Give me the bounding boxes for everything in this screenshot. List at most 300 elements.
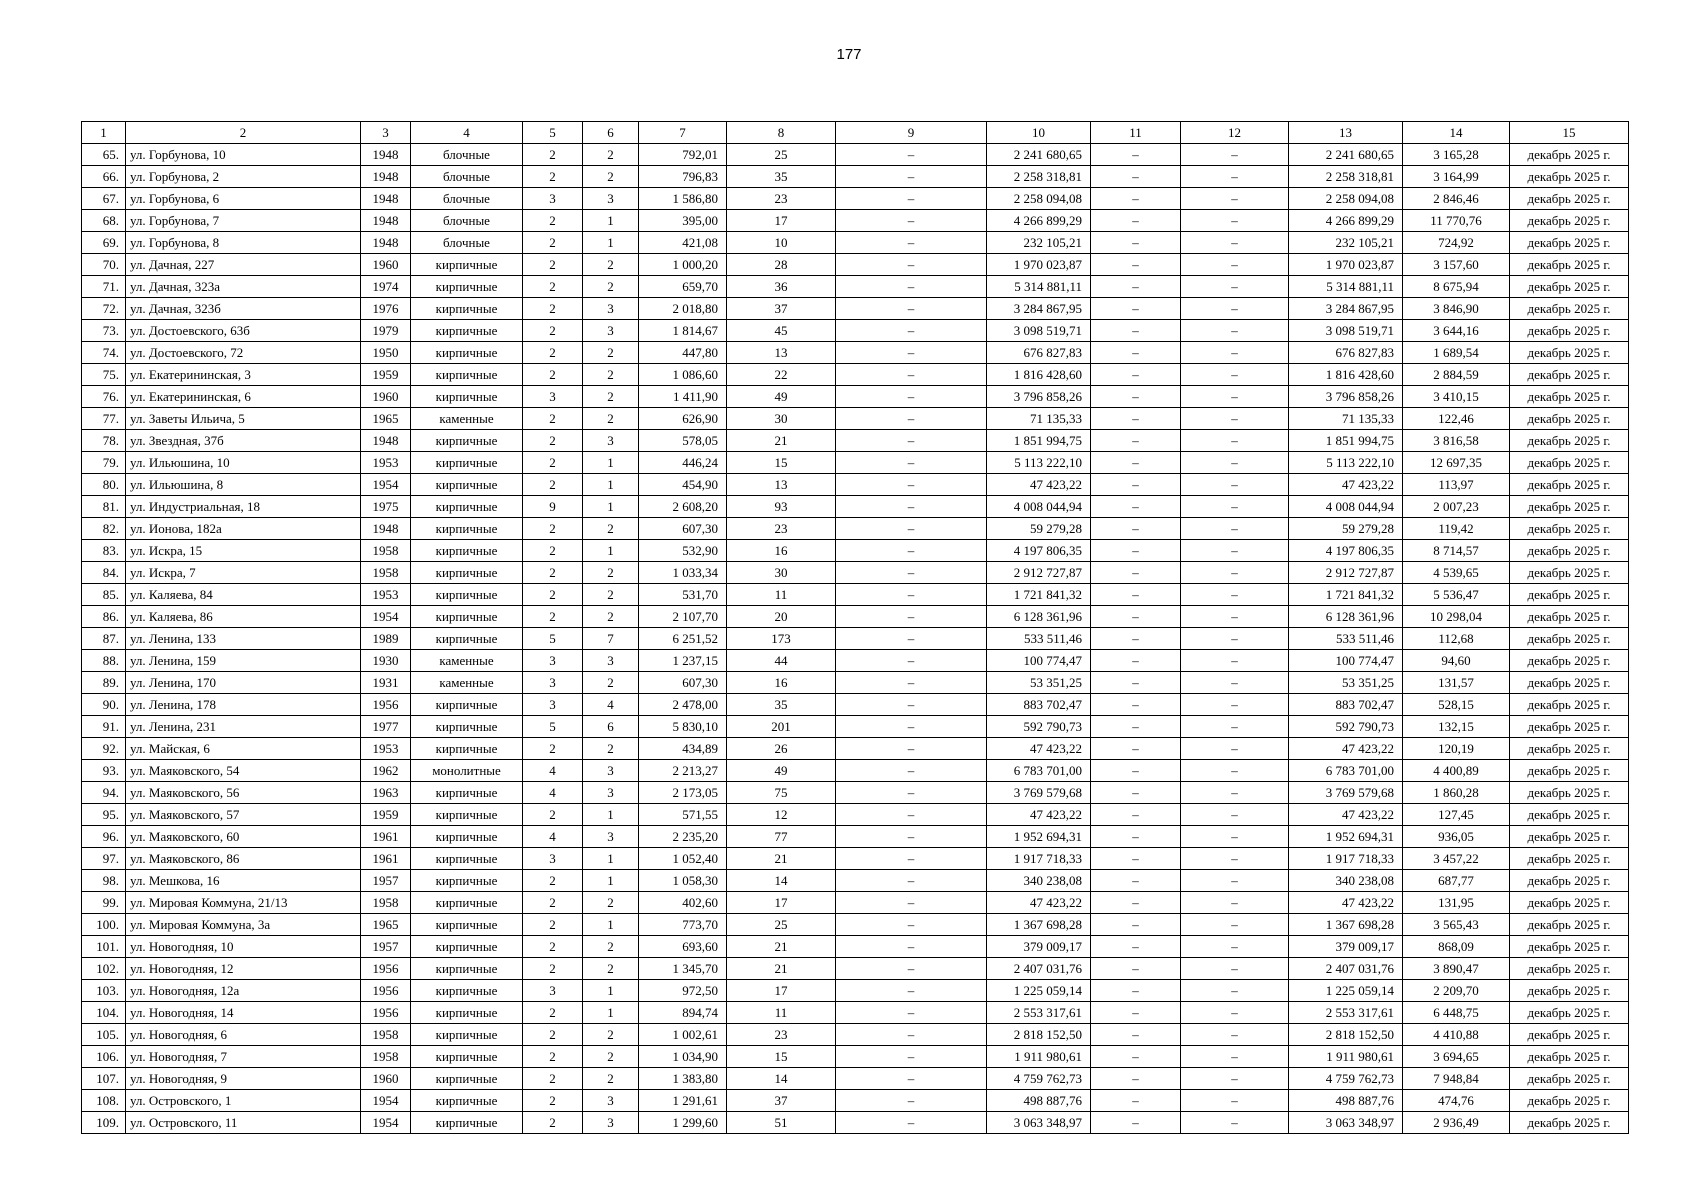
cell-12: – (1181, 738, 1289, 760)
completion-date: декабрь 2025 г. (1510, 980, 1629, 1002)
row-number: 103. (82, 980, 126, 1002)
entrances: 3 (583, 430, 639, 452)
cell-11: – (1091, 672, 1181, 694)
address: ул. Дачная, 323а (126, 276, 361, 298)
cell-12: – (1181, 914, 1289, 936)
address: ул. Маяковского, 60 (126, 826, 361, 848)
area: 1 586,80 (639, 188, 727, 210)
table-row (82, 936, 1629, 958)
table-row (82, 518, 1629, 540)
completion-date: декабрь 2025 г. (1510, 1046, 1629, 1068)
completion-date: декабрь 2025 г. (1510, 1002, 1629, 1024)
total-cost: 3 769 579,68 (987, 782, 1091, 804)
address: ул. Новогодняя, 9 (126, 1068, 361, 1090)
table-row (82, 474, 1629, 496)
cost-col-13: 883 702,47 (1289, 694, 1403, 716)
area: 6 251,52 (639, 628, 727, 650)
year-built: 1953 (361, 452, 411, 474)
year-built: 1948 (361, 430, 411, 452)
cell-9: – (836, 342, 987, 364)
total-cost: 232 105,21 (987, 232, 1091, 254)
cell-11: – (1091, 496, 1181, 518)
cost-per-unit: 724,92 (1403, 232, 1510, 254)
completion-date: декабрь 2025 г. (1510, 1068, 1629, 1090)
residents: 37 (727, 1090, 836, 1112)
row-number: 80. (82, 474, 126, 496)
wall-material: кирпичные (411, 606, 523, 628)
table-row (82, 496, 1629, 518)
row-number: 70. (82, 254, 126, 276)
cost-per-unit: 12 697,35 (1403, 452, 1510, 474)
entrances: 2 (583, 958, 639, 980)
year-built: 1948 (361, 166, 411, 188)
address: ул. Островского, 1 (126, 1090, 361, 1112)
cost-col-13: 340 238,08 (1289, 870, 1403, 892)
completion-date: декабрь 2025 г. (1510, 760, 1629, 782)
year-built: 1948 (361, 232, 411, 254)
wall-material: блочные (411, 188, 523, 210)
cell-9: – (836, 980, 987, 1002)
area: 434,89 (639, 738, 727, 760)
area: 693,60 (639, 936, 727, 958)
row-number: 88. (82, 650, 126, 672)
cell-12: – (1181, 870, 1289, 892)
cost-per-unit: 3 565,43 (1403, 914, 1510, 936)
completion-date: декабрь 2025 г. (1510, 474, 1629, 496)
cost-per-unit: 4 539,65 (1403, 562, 1510, 584)
entrances: 1 (583, 804, 639, 826)
residents: 11 (727, 584, 836, 606)
column-number-15: 15 (1510, 122, 1629, 144)
cell-12: – (1181, 672, 1289, 694)
cell-12: – (1181, 386, 1289, 408)
total-cost: 340 238,08 (987, 870, 1091, 892)
cell-9: – (836, 782, 987, 804)
cost-col-13: 71 135,33 (1289, 408, 1403, 430)
residents: 30 (727, 408, 836, 430)
address: ул. Майская, 6 (126, 738, 361, 760)
cost-col-13: 47 423,22 (1289, 474, 1403, 496)
column-number-12: 12 (1181, 122, 1289, 144)
wall-material: блочные (411, 210, 523, 232)
table-row (82, 650, 1629, 672)
row-number: 73. (82, 320, 126, 342)
cell-9: – (836, 562, 987, 584)
wall-material: каменные (411, 650, 523, 672)
table-row (82, 1002, 1629, 1024)
total-cost: 1 367 698,28 (987, 914, 1091, 936)
wall-material: кирпичные (411, 958, 523, 980)
residents: 14 (727, 870, 836, 892)
entrances: 1 (583, 980, 639, 1002)
area: 2 018,80 (639, 298, 727, 320)
row-number: 107. (82, 1068, 126, 1090)
floors: 4 (523, 760, 583, 782)
cell-9: – (836, 386, 987, 408)
total-cost: 4 266 899,29 (987, 210, 1091, 232)
wall-material: кирпичные (411, 694, 523, 716)
row-number: 75. (82, 364, 126, 386)
cost-per-unit: 868,09 (1403, 936, 1510, 958)
floors: 2 (523, 914, 583, 936)
cost-per-unit: 8 675,94 (1403, 276, 1510, 298)
row-number: 94. (82, 782, 126, 804)
total-cost: 4 008 044,94 (987, 496, 1091, 518)
cell-11: – (1091, 1046, 1181, 1068)
area: 402,60 (639, 892, 727, 914)
wall-material: кирпичные (411, 716, 523, 738)
cost-col-13: 53 351,25 (1289, 672, 1403, 694)
total-cost: 2 258 094,08 (987, 188, 1091, 210)
cost-col-13: 1 970 023,87 (1289, 254, 1403, 276)
area: 972,50 (639, 980, 727, 1002)
floors: 5 (523, 716, 583, 738)
residents: 51 (727, 1112, 836, 1134)
cell-11: – (1091, 826, 1181, 848)
completion-date: декабрь 2025 г. (1510, 342, 1629, 364)
address: ул. Ленина, 170 (126, 672, 361, 694)
row-number: 66. (82, 166, 126, 188)
year-built: 1976 (361, 298, 411, 320)
address: ул. Ленина, 159 (126, 650, 361, 672)
cell-9: – (836, 540, 987, 562)
cost-per-unit: 2 007,23 (1403, 496, 1510, 518)
cell-9: – (836, 298, 987, 320)
cost-per-unit: 3 165,28 (1403, 144, 1510, 166)
row-number: 96. (82, 826, 126, 848)
cell-9: – (836, 694, 987, 716)
floors: 9 (523, 496, 583, 518)
row-number: 71. (82, 276, 126, 298)
floors: 2 (523, 276, 583, 298)
total-cost: 676 827,83 (987, 342, 1091, 364)
wall-material: кирпичные (411, 914, 523, 936)
cost-per-unit: 8 714,57 (1403, 540, 1510, 562)
cost-per-unit: 7 948,84 (1403, 1068, 1510, 1090)
cell-9: – (836, 408, 987, 430)
floors: 2 (523, 1068, 583, 1090)
cost-col-13: 1 721 841,32 (1289, 584, 1403, 606)
completion-date: декабрь 2025 г. (1510, 254, 1629, 276)
wall-material: кирпичные (411, 1002, 523, 1024)
residents: 13 (727, 474, 836, 496)
entrances: 3 (583, 782, 639, 804)
residents: 35 (727, 694, 836, 716)
completion-date: декабрь 2025 г. (1510, 606, 1629, 628)
cost-per-unit: 2 936,49 (1403, 1112, 1510, 1134)
entrances: 2 (583, 408, 639, 430)
floors: 2 (523, 430, 583, 452)
cell-9: – (836, 1002, 987, 1024)
row-number: 65. (82, 144, 126, 166)
cost-col-13: 676 827,83 (1289, 342, 1403, 364)
wall-material: кирпичные (411, 562, 523, 584)
column-number-13: 13 (1289, 122, 1403, 144)
residents: 49 (727, 386, 836, 408)
cost-per-unit: 1 860,28 (1403, 782, 1510, 804)
cell-9: – (836, 144, 987, 166)
entrances: 2 (583, 584, 639, 606)
table-row (82, 914, 1629, 936)
floors: 2 (523, 1046, 583, 1068)
area: 1 291,61 (639, 1090, 727, 1112)
wall-material: монолитные (411, 760, 523, 782)
year-built: 1948 (361, 188, 411, 210)
cell-11: – (1091, 540, 1181, 562)
cell-11: – (1091, 870, 1181, 892)
area: 532,90 (639, 540, 727, 562)
page-number: 177 (836, 46, 862, 63)
cost-col-13: 3 098 519,71 (1289, 320, 1403, 342)
area: 1 058,30 (639, 870, 727, 892)
total-cost: 592 790,73 (987, 716, 1091, 738)
table-row (82, 254, 1629, 276)
year-built: 1961 (361, 848, 411, 870)
residents: 17 (727, 892, 836, 914)
cell-12: – (1181, 584, 1289, 606)
cell-11: – (1091, 738, 1181, 760)
cell-11: – (1091, 364, 1181, 386)
year-built: 1948 (361, 144, 411, 166)
cell-12: – (1181, 474, 1289, 496)
completion-date: декабрь 2025 г. (1510, 1024, 1629, 1046)
area: 531,70 (639, 584, 727, 606)
residents: 21 (727, 430, 836, 452)
cost-per-unit: 528,15 (1403, 694, 1510, 716)
row-number: 86. (82, 606, 126, 628)
cell-12: – (1181, 496, 1289, 518)
table-row (82, 782, 1629, 804)
year-built: 1957 (361, 936, 411, 958)
residents: 15 (727, 452, 836, 474)
cell-11: – (1091, 210, 1181, 232)
cell-11: – (1091, 166, 1181, 188)
cost-col-13: 4 197 806,35 (1289, 540, 1403, 562)
table-row (82, 870, 1629, 892)
address: ул. Ильюшина, 10 (126, 452, 361, 474)
wall-material: кирпичные (411, 892, 523, 914)
residents: 21 (727, 958, 836, 980)
total-cost: 2 241 680,65 (987, 144, 1091, 166)
table-row (82, 1024, 1629, 1046)
table-body (82, 144, 1629, 1134)
cell-12: – (1181, 298, 1289, 320)
residents: 30 (727, 562, 836, 584)
floors: 2 (523, 738, 583, 760)
column-number-10: 10 (987, 122, 1091, 144)
residents: 75 (727, 782, 836, 804)
wall-material: кирпичные (411, 628, 523, 650)
residents: 20 (727, 606, 836, 628)
year-built: 1961 (361, 826, 411, 848)
wall-material: кирпичные (411, 936, 523, 958)
column-number-row (82, 122, 1629, 144)
cost-col-13: 2 818 152,50 (1289, 1024, 1403, 1046)
residents: 35 (727, 166, 836, 188)
cost-per-unit: 3 816,58 (1403, 430, 1510, 452)
address: ул. Звездная, 37б (126, 430, 361, 452)
completion-date: декабрь 2025 г. (1510, 276, 1629, 298)
total-cost: 3 098 519,71 (987, 320, 1091, 342)
cost-per-unit: 3 694,65 (1403, 1046, 1510, 1068)
cell-9: – (836, 1090, 987, 1112)
area: 1 299,60 (639, 1112, 727, 1134)
column-number-7: 7 (639, 122, 727, 144)
cost-col-13: 4 008 044,94 (1289, 496, 1403, 518)
cell-11: – (1091, 386, 1181, 408)
housing-repair-table (81, 121, 1629, 1134)
residents: 44 (727, 650, 836, 672)
cell-12: – (1181, 342, 1289, 364)
completion-date: декабрь 2025 г. (1510, 694, 1629, 716)
cost-per-unit: 3 644,16 (1403, 320, 1510, 342)
cell-9: – (836, 804, 987, 826)
address: ул. Новогодняя, 6 (126, 1024, 361, 1046)
cost-per-unit: 4 400,89 (1403, 760, 1510, 782)
wall-material: кирпичные (411, 738, 523, 760)
residents: 21 (727, 936, 836, 958)
cell-9: – (836, 914, 987, 936)
cost-per-unit: 3 890,47 (1403, 958, 1510, 980)
address: ул. Екатерининская, 6 (126, 386, 361, 408)
cost-per-unit: 474,76 (1403, 1090, 1510, 1112)
cell-12: – (1181, 694, 1289, 716)
cost-per-unit: 1 689,54 (1403, 342, 1510, 364)
completion-date: декабрь 2025 г. (1510, 452, 1629, 474)
cell-11: – (1091, 936, 1181, 958)
year-built: 1956 (361, 958, 411, 980)
table-row (82, 298, 1629, 320)
row-number: 108. (82, 1090, 126, 1112)
cell-9: – (836, 672, 987, 694)
wall-material: кирпичные (411, 474, 523, 496)
cost-col-13: 498 887,76 (1289, 1090, 1403, 1112)
cell-11: – (1091, 958, 1181, 980)
cell-11: – (1091, 1068, 1181, 1090)
cost-col-13: 4 759 762,73 (1289, 1068, 1403, 1090)
table-row (82, 562, 1629, 584)
entrances: 2 (583, 672, 639, 694)
address: ул. Горбунова, 2 (126, 166, 361, 188)
area: 5 830,10 (639, 716, 727, 738)
row-number: 84. (82, 562, 126, 584)
residents: 16 (727, 672, 836, 694)
area: 796,83 (639, 166, 727, 188)
residents: 25 (727, 914, 836, 936)
residents: 23 (727, 188, 836, 210)
cost-per-unit: 6 448,75 (1403, 1002, 1510, 1024)
address: ул. Достоевского, 63б (126, 320, 361, 342)
cell-11: – (1091, 694, 1181, 716)
floors: 2 (523, 804, 583, 826)
residents: 23 (727, 1024, 836, 1046)
floors: 2 (523, 298, 583, 320)
row-number: 74. (82, 342, 126, 364)
year-built: 1960 (361, 386, 411, 408)
cost-col-13: 1 225 059,14 (1289, 980, 1403, 1002)
total-cost: 6 783 701,00 (987, 760, 1091, 782)
cell-12: – (1181, 606, 1289, 628)
cost-col-13: 2 241 680,65 (1289, 144, 1403, 166)
cell-9: – (836, 650, 987, 672)
table-row (82, 364, 1629, 386)
total-cost: 1 911 980,61 (987, 1046, 1091, 1068)
year-built: 1950 (361, 342, 411, 364)
cell-12: – (1181, 804, 1289, 826)
cost-col-13: 47 423,22 (1289, 892, 1403, 914)
cost-per-unit: 119,42 (1403, 518, 1510, 540)
table-row (82, 826, 1629, 848)
cell-12: – (1181, 1068, 1289, 1090)
row-number: 83. (82, 540, 126, 562)
cell-12: – (1181, 628, 1289, 650)
entrances: 2 (583, 144, 639, 166)
cost-col-13: 2 258 318,81 (1289, 166, 1403, 188)
year-built: 1975 (361, 496, 411, 518)
table-row (82, 452, 1629, 474)
floors: 4 (523, 826, 583, 848)
address: ул. Островского, 11 (126, 1112, 361, 1134)
year-built: 1974 (361, 276, 411, 298)
area: 1 237,15 (639, 650, 727, 672)
total-cost: 1 721 841,32 (987, 584, 1091, 606)
floors: 3 (523, 386, 583, 408)
completion-date: декабрь 2025 г. (1510, 232, 1629, 254)
wall-material: кирпичные (411, 1068, 523, 1090)
area: 446,24 (639, 452, 727, 474)
year-built: 1953 (361, 738, 411, 760)
year-built: 1931 (361, 672, 411, 694)
entrances: 1 (583, 452, 639, 474)
entrances: 2 (583, 892, 639, 914)
row-number: 78. (82, 430, 126, 452)
total-cost: 883 702,47 (987, 694, 1091, 716)
address: ул. Горбунова, 8 (126, 232, 361, 254)
column-number-6: 6 (583, 122, 639, 144)
wall-material: каменные (411, 672, 523, 694)
cell-9: – (836, 606, 987, 628)
completion-date: декабрь 2025 г. (1510, 408, 1629, 430)
cell-11: – (1091, 254, 1181, 276)
residents: 17 (727, 980, 836, 1002)
entrances: 3 (583, 188, 639, 210)
total-cost: 47 423,22 (987, 474, 1091, 496)
cell-12: – (1181, 276, 1289, 298)
year-built: 1965 (361, 408, 411, 430)
year-built: 1977 (361, 716, 411, 738)
cell-11: – (1091, 562, 1181, 584)
cell-12: – (1181, 980, 1289, 1002)
area: 578,05 (639, 430, 727, 452)
cell-9: – (836, 452, 987, 474)
completion-date: декабрь 2025 г. (1510, 782, 1629, 804)
row-number: 91. (82, 716, 126, 738)
cell-11: – (1091, 452, 1181, 474)
floors: 3 (523, 188, 583, 210)
floors: 2 (523, 452, 583, 474)
cell-12: – (1181, 408, 1289, 430)
completion-date: декабрь 2025 г. (1510, 430, 1629, 452)
table-row (82, 892, 1629, 914)
wall-material: кирпичные (411, 584, 523, 606)
table-row (82, 540, 1629, 562)
area: 454,90 (639, 474, 727, 496)
wall-material: кирпичные (411, 452, 523, 474)
cell-11: – (1091, 232, 1181, 254)
entrances: 2 (583, 1046, 639, 1068)
cost-per-unit: 3 846,90 (1403, 298, 1510, 320)
cost-col-13: 47 423,22 (1289, 804, 1403, 826)
